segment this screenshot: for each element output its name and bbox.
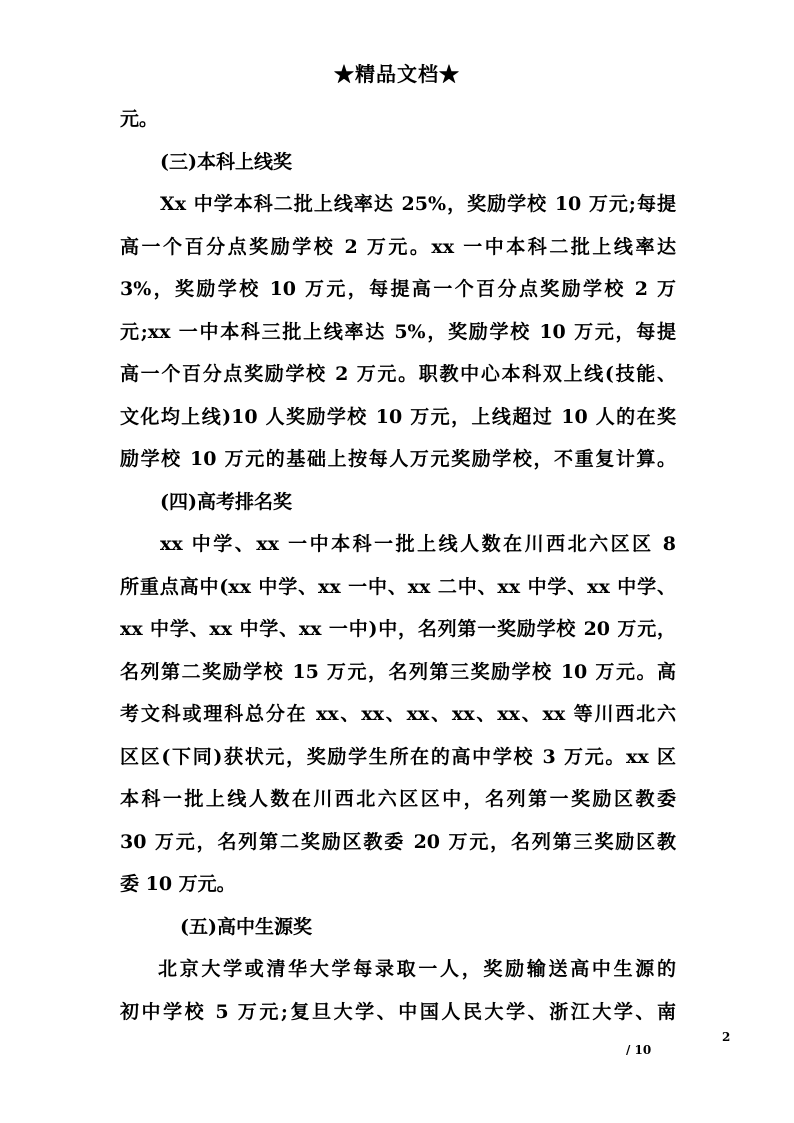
- text-line: 区区(下同)获状元，奖励学生所在的高中学校 3 万元。xx 区: [120, 745, 676, 768]
- section-heading: (五)高中生源奖: [180, 915, 312, 938]
- text-line: 名列第二奖励学校 15 万元，名列第三奖励学校 10 万元。高: [120, 660, 676, 683]
- text-line: 初中学校 5 万元;复旦大学、中国人民大学、浙江大学、南: [120, 1000, 676, 1023]
- text-line: 所重点高中(xx 中学、xx 一中、xx 二中、xx 中学、xx 中学、: [120, 575, 676, 598]
- text-line: 3%，奖励学校 10 万元，每提高一个百分点奖励学校 2 万: [120, 278, 676, 300]
- text-line: 文化均上线)10 人奖励学校 10 万元，上线超过 10 人的在奖: [120, 405, 676, 428]
- document-header: ★精品文档★: [334, 62, 460, 86]
- section-heading: (四)高考排名奖: [160, 490, 292, 513]
- text-line: 元;xx 一中本科三批上线率达 5%，奖励学校 10 万元，每提: [120, 320, 676, 343]
- text-line: xx 中学、xx 一中本科一批上线人数在川西北六区区 8: [160, 533, 676, 555]
- section-heading: (三)本科上线奖: [160, 150, 292, 173]
- text-line: 30 万元，名列第二奖励区教委 20 万元，名列第三奖励区教: [120, 830, 676, 853]
- text-line: xx 中学、xx 中学、xx 一中)中，名列第一奖励学校 20 万元，: [120, 618, 676, 640]
- text-line: 励学校 10 万元的基础上按每人万元奖励学校，不重复计算。: [120, 448, 676, 470]
- text-line: 高一个百分点奖励学校 2 万元。职教中心本科双上线(技能、: [120, 363, 676, 385]
- text-line: Xx 中学本科二批上线率达 25%，奖励学校 10 万元;每提: [160, 193, 676, 215]
- text-line: 考文科或理科总分在 xx、xx、xx、xx、xx、xx 等川西北六: [120, 703, 676, 725]
- page-number: 2: [722, 1030, 731, 1044]
- page-total: / 10: [626, 1043, 652, 1057]
- text-line: 本科一批上线人数在川西北六区区中，名列第一奖励区教委: [120, 788, 676, 810]
- text-line: 北京大学或清华大学每录取一人，奖励输送高中生源的: [158, 958, 676, 980]
- text-line: 高一个百分点奖励学校 2 万元。xx 一中本科二批上线率达: [120, 235, 676, 258]
- text-line: 元。: [120, 108, 159, 130]
- text-line: 委 10 万元。: [120, 873, 236, 895]
- document-body: [120, 98, 676, 1033]
